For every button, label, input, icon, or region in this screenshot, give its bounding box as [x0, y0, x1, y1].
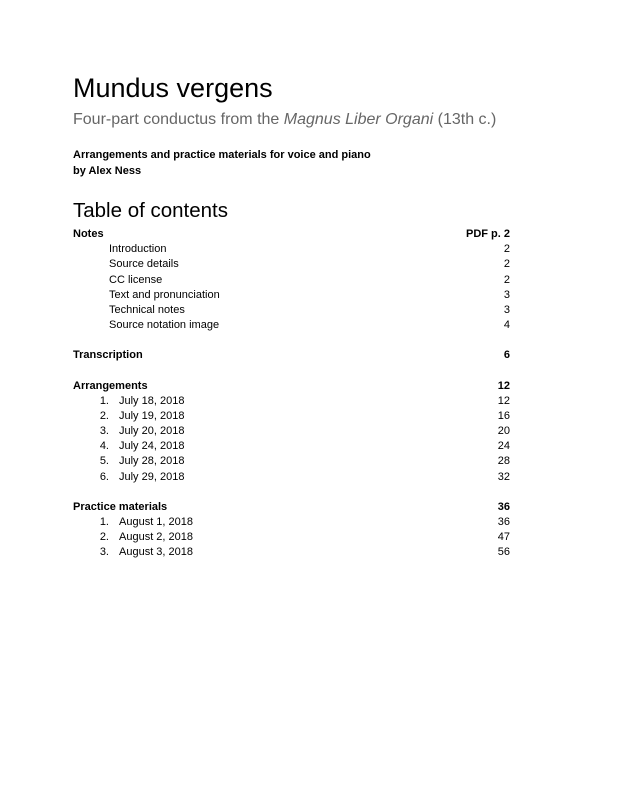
subtitle	[73, 110, 510, 130]
toc-item-label: July 18, 2018	[119, 394, 185, 407]
toc-item-page: 16	[497, 409, 510, 422]
toc-item-number: 3.	[99, 425, 109, 438]
toc-item[interactable]	[73, 303, 510, 318]
toc-item-page: 2	[503, 243, 510, 256]
subtitle-suffix: (13th c.)	[433, 111, 497, 128]
toc-item-page: 2	[503, 273, 510, 286]
toc-item[interactable]	[73, 454, 510, 469]
byline	[73, 147, 510, 179]
document-page	[73, 70, 510, 561]
toc-item[interactable]	[73, 257, 510, 272]
toc-item-label: Technical notes	[109, 303, 185, 316]
toc-section-label: Arrangements	[73, 379, 148, 392]
toc-item[interactable]	[73, 470, 510, 485]
toc-item-label: August 1, 2018	[119, 516, 194, 528]
toc-item-label: Text and pronunciation	[109, 288, 220, 301]
toc-item-number: 5.	[99, 455, 109, 468]
toc-item-label: Source notation image	[109, 319, 220, 332]
toc-item-number: 1.	[99, 394, 109, 407]
toc-section-practice-materials[interactable]	[73, 500, 510, 515]
toc-item-page: 3	[503, 303, 510, 316]
toc-item-page: 32	[497, 470, 510, 483]
toc-item-label: July 29, 2018	[119, 470, 185, 483]
toc-item-label: July 24, 2018	[119, 440, 185, 453]
toc-item[interactable]	[73, 318, 510, 333]
toc-section-page: 6	[503, 349, 510, 362]
toc-item[interactable]	[73, 439, 510, 454]
spacer	[73, 333, 510, 348]
toc-item-page: 20	[497, 425, 510, 438]
toc-item-page: 47	[497, 531, 510, 544]
spacer	[73, 364, 510, 379]
toc-item-label: August 2, 2018	[119, 531, 194, 544]
toc-item-page: 28	[497, 455, 510, 468]
toc-item-label: July 28, 2018	[119, 455, 185, 468]
subtitle-source: Magnus Liber Organi	[283, 111, 434, 128]
toc-section-label: Notes	[73, 228, 104, 240]
toc-item[interactable]	[73, 545, 510, 560]
toc-item-label: August 3, 2018	[119, 546, 194, 559]
toc-item-label: Introduction	[109, 243, 167, 256]
toc-item-number: 2.	[99, 531, 109, 544]
toc-section-notes[interactable]	[73, 227, 510, 242]
toc-item[interactable]	[73, 242, 510, 257]
toc-item-number: 3.	[99, 546, 109, 559]
toc-item-number: 4.	[99, 440, 109, 453]
toc-item-number: 2.	[99, 409, 109, 422]
toc-section-page: 36	[497, 500, 510, 513]
toc-item-page: 3	[503, 288, 510, 301]
toc-item[interactable]	[73, 530, 510, 545]
toc-item-label: July 20, 2018	[119, 425, 185, 438]
byline-description: Arrangements and practice materials for voice and piano	[73, 149, 371, 161]
page-title: Mundus vergens	[73, 73, 273, 103]
toc-heading: Table of contents	[73, 199, 228, 222]
toc-item-page: 2	[503, 258, 510, 271]
toc-item-label: Source details	[109, 258, 179, 271]
toc-item-page: 12	[497, 394, 510, 407]
subtitle-prefix: Four-part conductus from the	[73, 111, 284, 128]
table-of-contents	[73, 227, 510, 561]
toc-section-page: PDF p. 2	[465, 228, 510, 240]
toc-section-arrangements[interactable]	[73, 379, 510, 394]
toc-item-number: 6.	[99, 470, 109, 483]
toc-section-transcription[interactable]	[73, 348, 510, 363]
toc-item-page: 56	[497, 546, 510, 559]
toc-item[interactable]	[73, 394, 510, 409]
toc-item[interactable]	[73, 424, 510, 439]
toc-item-label: July 19, 2018	[119, 409, 185, 422]
toc-item-page: 24	[497, 440, 510, 453]
toc-item-page: 4	[503, 319, 510, 332]
byline-author: by Alex Ness	[73, 165, 142, 177]
spacer	[73, 485, 510, 500]
toc-item-page: 36	[497, 516, 510, 528]
toc-item[interactable]	[73, 515, 510, 530]
toc-item-label: CC license	[109, 273, 163, 286]
toc-item[interactable]	[73, 288, 510, 303]
toc-item[interactable]	[73, 409, 510, 424]
toc-section-label: Transcription	[73, 349, 143, 362]
toc-item[interactable]	[73, 273, 510, 288]
toc-section-page: 12	[497, 379, 510, 392]
toc-item-number: 1.	[99, 516, 109, 528]
toc-section-label: Practice materials	[73, 500, 168, 513]
